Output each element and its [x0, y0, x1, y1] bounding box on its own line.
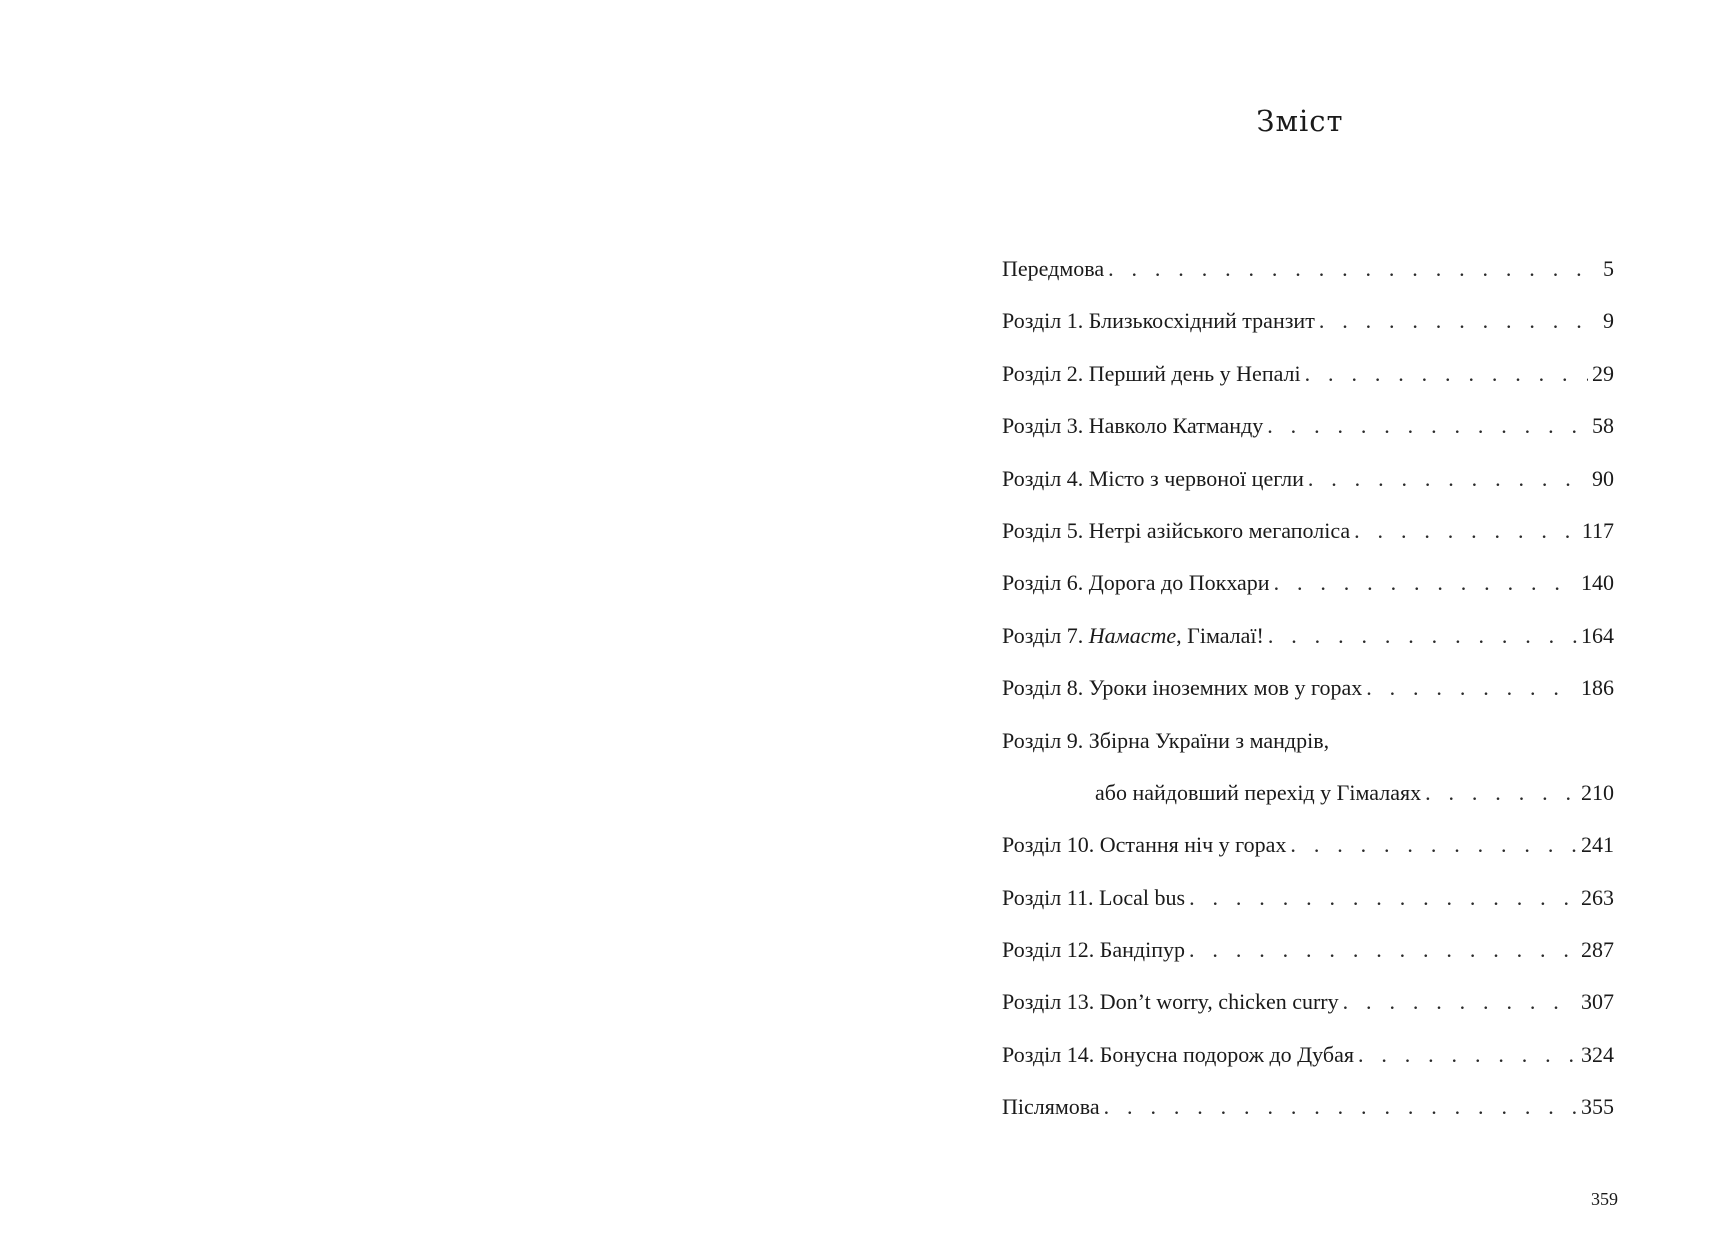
toc-leader-dots [1305, 361, 1588, 387]
toc-entry-chapter-14 [1002, 1042, 1614, 1094]
toc-entry-label: Розділ 2. Перший день у Непалі [1002, 360, 1301, 386]
toc-entry-chapter-2 [1002, 361, 1614, 413]
toc-entry-label [1002, 623, 1264, 649]
toc-entry-label: Розділ 3. Навколо Катманду [1002, 413, 1264, 439]
toc-entry-page: 9 [1603, 308, 1614, 334]
toc-leader-dots [1290, 832, 1577, 858]
toc-entry-label: Розділ 12. Бандіпур [1002, 937, 1186, 963]
toc-leader-dots [1358, 1042, 1577, 1068]
toc-entry-page: 117 [1581, 517, 1614, 543]
toc-entry-chapter-9-line-1 [1002, 728, 1614, 780]
toc-leader-dots [1189, 885, 1577, 911]
toc-entry-label: Післямова [1002, 1094, 1100, 1120]
toc-entry-chapter-5 [1002, 518, 1614, 570]
toc-entry-label: Розділ 14. Бонусна подорож до Дубая [1002, 1041, 1354, 1067]
toc-leader-dots [1268, 623, 1577, 649]
toc-entry-label: Розділ 9. Збірна України з мандрів, [1002, 727, 1330, 753]
toc-leader-dots [1425, 780, 1577, 806]
toc-leader-dots [1274, 570, 1577, 596]
toc-entry-page: 287 [1581, 937, 1614, 963]
toc-entry-chapter-9-line-2 [1002, 780, 1614, 832]
toc-leader-dots [1366, 675, 1577, 701]
toc-leader-dots [1354, 518, 1578, 544]
toc-entry-chapter-13 [1002, 989, 1614, 1041]
toc-entry-page: 58 [1592, 413, 1614, 439]
toc-entry-page: 241 [1581, 832, 1614, 858]
toc-leader-dots [1343, 989, 1577, 1015]
toc-leader-dots [1319, 308, 1599, 334]
toc-entry-chapter-12 [1002, 937, 1614, 989]
toc-entry-label-prefix: Розділ 7. [1002, 622, 1089, 648]
page-number: 359 [1591, 1189, 1618, 1209]
toc-leader-dots [1104, 1094, 1577, 1120]
toc-entry-label: Передмова [1002, 256, 1105, 281]
toc-entry-page: 186 [1581, 675, 1614, 701]
toc-entry-preface [1002, 256, 1614, 308]
toc-leader-dots [1267, 413, 1588, 439]
toc-entry-page: 5 [1603, 256, 1614, 281]
toc-entry-chapter-11 [1002, 885, 1614, 937]
table-of-contents [1002, 256, 1614, 1147]
toc-entry-chapter-1 [1002, 308, 1614, 360]
toc-entry-label: Розділ 11. Local bus [1002, 884, 1186, 910]
toc-entry-page: 210 [1581, 779, 1614, 805]
toc-entry-label: Розділ 5. Нетрі азійського мегаполіса [1002, 517, 1351, 543]
toc-entry-label: Розділ 10. Остання ніч у горах [1002, 832, 1287, 858]
toc-entry-page: 29 [1592, 360, 1614, 386]
toc-entry-chapter-4 [1002, 466, 1614, 518]
toc-leader-dots [1108, 256, 1599, 282]
toc-entry-label: Розділ 6. Дорога до Покхари [1002, 570, 1270, 596]
toc-entry-chapter-3 [1002, 413, 1614, 465]
toc-entry-chapter-10 [1002, 832, 1614, 884]
toc-leader-dots [1189, 937, 1577, 963]
toc-leader-dots [1308, 466, 1588, 492]
toc-entry-label: Розділ 4. Місто з червоної цегли [1002, 465, 1304, 491]
toc-entry-chapter-6 [1002, 570, 1614, 622]
toc-entry-label: Розділ 1. Близькосхідний транзит [1002, 308, 1315, 334]
toc-entry-page: 307 [1581, 989, 1614, 1015]
toc-entry-page: 90 [1592, 465, 1614, 491]
toc-entry-chapter-8 [1002, 675, 1614, 727]
toc-entry-chapter-7 [1002, 623, 1614, 675]
toc-entry-label-suffix: , Гімалаї! [1176, 622, 1264, 648]
toc-entry-label: Розділ 8. Уроки іноземних мов у горах [1002, 675, 1363, 701]
toc-entry-label: або найдовший перехід у Гімалаях [1095, 779, 1422, 805]
toc-entry-page: 140 [1581, 570, 1614, 596]
left-page-blank [0, 0, 856, 1258]
toc-entry-afterword [1002, 1094, 1614, 1146]
toc-entry-page: 324 [1581, 1041, 1614, 1067]
toc-entry-label: Розділ 13. Don’t worry, chicken curry [1002, 989, 1339, 1015]
toc-entry-page: 263 [1581, 884, 1614, 910]
toc-entry-page: 355 [1581, 1094, 1614, 1120]
toc-entry-label-italic: Намасте [1088, 622, 1177, 648]
page-title: Зміст [1256, 104, 1344, 138]
toc-entry-page: 164 [1581, 622, 1614, 648]
